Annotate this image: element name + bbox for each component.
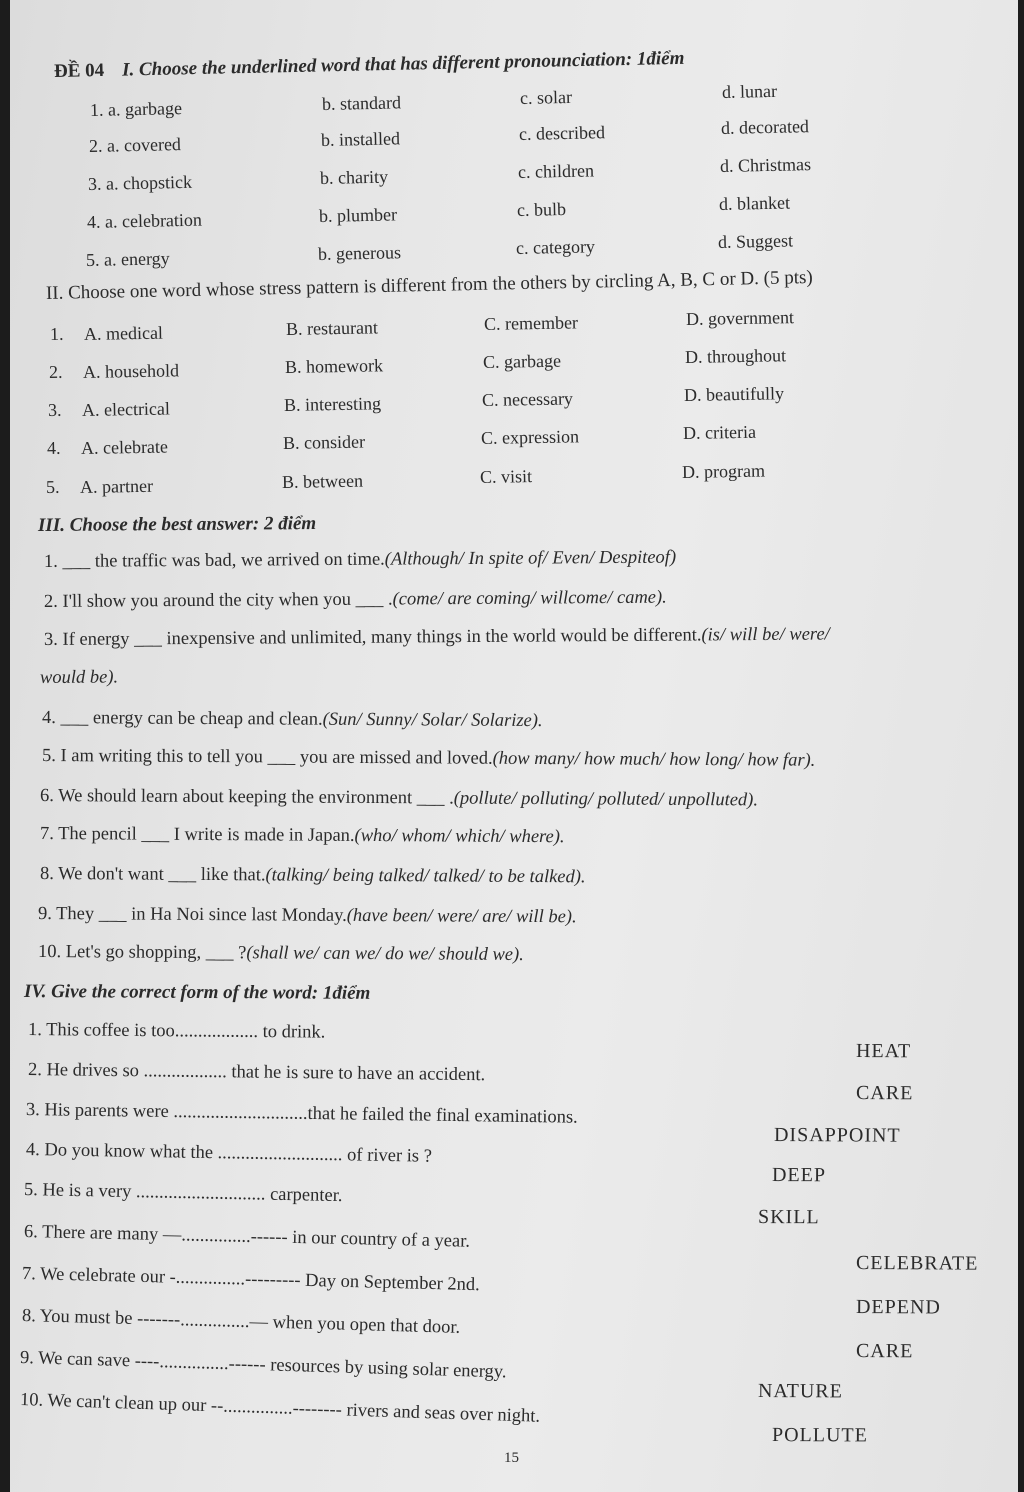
word-form-prompt: HEAT <box>855 1040 912 1063</box>
section4-question: 4. Do you know what the ........................... of river is ? <box>25 1140 433 1167</box>
section1-option: 2. a. covered <box>88 134 182 156</box>
question-text: 6. We should learn about keeping the environment ___ . <box>39 786 454 809</box>
section1-option: c. described <box>518 122 606 144</box>
section2-option: D. government <box>685 307 795 329</box>
section1-option: c. category <box>515 236 596 258</box>
section2-option: D. beautifully <box>683 383 785 405</box>
section3-question <box>42 744 815 773</box>
section4-question: 5. He is a very ............................ carpenter. <box>23 1180 343 1207</box>
section1-heading-text: I. Choose the underlined word that has different pronounciation: 1điểm <box>121 47 685 81</box>
word-form-prompt: DEPEND <box>855 1296 941 1319</box>
page-number: 15 <box>504 1450 519 1466</box>
section3-question <box>40 665 118 690</box>
section1-option: 1. a. garbage <box>89 98 183 120</box>
section1-option: d. lunar <box>721 80 778 102</box>
question-text: 5. I am writing this to tell you ___ you are missed and loved. <box>41 746 493 769</box>
section4-heading: IV. Give the correct form of the word: 1điểm <box>23 981 371 1004</box>
section2-option: C. expression <box>480 426 580 448</box>
section3-question <box>38 940 524 967</box>
answer-options: (shall we/ can we/ do we/ should we). <box>246 943 524 965</box>
section1-option: b. generous <box>317 242 402 264</box>
section1-option: d. decorated <box>720 116 810 138</box>
section2-option: C. visit <box>479 466 533 487</box>
word-form-prompt: DISAPPOINT <box>773 1124 901 1147</box>
section4-question: 6. There are many —...............------ in our country of a year. <box>23 1222 471 1252</box>
answer-options: would be). <box>39 667 119 688</box>
section4-question: 8. You must be -------...............— when you open that door. <box>21 1306 461 1338</box>
section2-option: A. electrical <box>81 398 171 420</box>
answer-options: (how many/ how much/ how long/ how far). <box>492 748 816 771</box>
exam-sheet <box>10 0 1018 1492</box>
section2-option: A. partner <box>79 475 154 497</box>
section2-option: B. between <box>281 470 364 492</box>
section1-option: b. charity <box>319 166 389 188</box>
section2-number: 2. <box>48 361 63 382</box>
question-text: 8. We don't want ___ like that. <box>39 864 266 886</box>
answer-options: (is/ will be/ were/ <box>701 624 830 646</box>
word-form-prompt: CARE <box>855 1340 914 1363</box>
section4-question: 9. We can save ----...............------ resources by using solar energy. <box>19 1348 507 1383</box>
section3-question <box>40 784 758 812</box>
section2-option: B. interesting <box>283 393 382 415</box>
question-text: 4. ___ energy can be cheap and clean. <box>41 708 323 730</box>
answer-options: (pollute/ polluting/ polluted/ unpolluted). <box>453 788 759 811</box>
section1-option: 3. a. chopstick <box>87 171 193 194</box>
word-form-prompt: DEEP <box>771 1164 827 1187</box>
answer-options: (Although/ In spite of/ Even/ Despiteof) <box>384 547 677 570</box>
section2-option: C. remember <box>483 312 579 334</box>
section2-option: B. homework <box>284 355 384 377</box>
section4-question: 3. His parents were .............................that he failed the final examinations. <box>25 1100 578 1128</box>
section2-number: 1. <box>49 323 64 344</box>
section4-question: 1. This coffee is too.................. to drink. <box>27 1020 326 1043</box>
question-text: 10. Let's go shopping, ___ ? <box>37 942 247 964</box>
exam-code: ĐỀ 04 <box>53 59 105 82</box>
question-text: 9. They ___ in Ha Noi since last Monday. <box>37 904 347 926</box>
section4-question: 2. He drives so .................. that he is sure to have an accident. <box>27 1060 486 1086</box>
answer-options: (have been/ were/ are/ will be). <box>346 905 577 928</box>
section1-option: b. plumber <box>318 204 398 226</box>
section1-heading <box>54 47 685 84</box>
section3-question <box>44 586 667 614</box>
section2-number: 3. <box>47 399 62 420</box>
section1-option: b. installed <box>320 128 401 150</box>
question-text: 1. ___ the traffic was bad, we arrived on time. <box>43 549 385 572</box>
section3-question <box>40 862 586 889</box>
section1-option: 4. a. celebration <box>86 209 203 232</box>
section4-question: 7. We celebrate our -...............--------- Day on September 2nd. <box>21 1264 481 1296</box>
section1-option: 5. a. energy <box>85 248 170 270</box>
section2-number: 5. <box>45 476 60 497</box>
section2-number: 4. <box>46 437 61 458</box>
section1-option: d. Suggest <box>717 230 794 252</box>
section2-option: B. consider <box>282 431 366 453</box>
section2-option: C. garbage <box>482 350 562 372</box>
section1-option: d. Christmas <box>719 154 812 176</box>
section2-option: D. criteria <box>682 421 757 443</box>
section3-question <box>40 822 565 849</box>
section4-question: 10. We can't clean up our --...............-------- rivers and seas over night. <box>19 1390 541 1427</box>
answer-options: (Sun/ Sunny/ Solar/ Solarize). <box>322 709 543 732</box>
section3-question <box>44 546 676 574</box>
section2-option: B. restaurant <box>285 317 379 339</box>
section1-option: c. solar <box>519 86 573 108</box>
section1-option: c. children <box>517 160 595 182</box>
section2-option: A. household <box>82 360 180 382</box>
word-form-prompt: CELEBRATE <box>855 1252 979 1275</box>
section1-option: c. bulb <box>516 198 567 220</box>
answer-options: (come/ are coming/ willcome/ came). <box>392 587 667 610</box>
section3-heading: III. Choose the best answer: 2 điểm <box>37 513 317 536</box>
document-body <box>10 0 1018 1492</box>
word-form-prompt: SKILL <box>757 1206 820 1229</box>
section2-option: D. program <box>681 460 766 482</box>
section3-question <box>42 706 543 733</box>
section1-option: d. blanket <box>718 192 791 214</box>
section3-question <box>38 902 577 929</box>
section2-heading: II. Choose one word whose stress pattern is different from the others by circling A, B, C or D. (5 pts) <box>45 266 813 304</box>
question-text: 3. If energy ___ inexpensive and unlimited, many things in the world would be different. <box>43 625 702 650</box>
word-form-prompt: NATURE <box>757 1380 843 1403</box>
question-text: 7. The pencil ___ I write is made in Japan. <box>39 824 355 846</box>
section1-option: b. standard <box>321 92 402 114</box>
answer-options: (who/ whom/ which/ where). <box>354 825 565 848</box>
word-form-prompt: POLLUTE <box>771 1424 868 1447</box>
word-form-prompt: CARE <box>855 1082 914 1105</box>
section2-option: A. medical <box>83 322 164 344</box>
question-text: 2. I'll show you around the city when you ___ . <box>43 589 393 612</box>
answer-options: (talking/ being talked/ talked/ to be talked). <box>265 865 586 888</box>
section2-option: A. celebrate <box>80 436 169 458</box>
section2-option: C. necessary <box>481 388 574 410</box>
section3-question <box>44 623 830 652</box>
section2-option: D. throughout <box>684 345 787 367</box>
